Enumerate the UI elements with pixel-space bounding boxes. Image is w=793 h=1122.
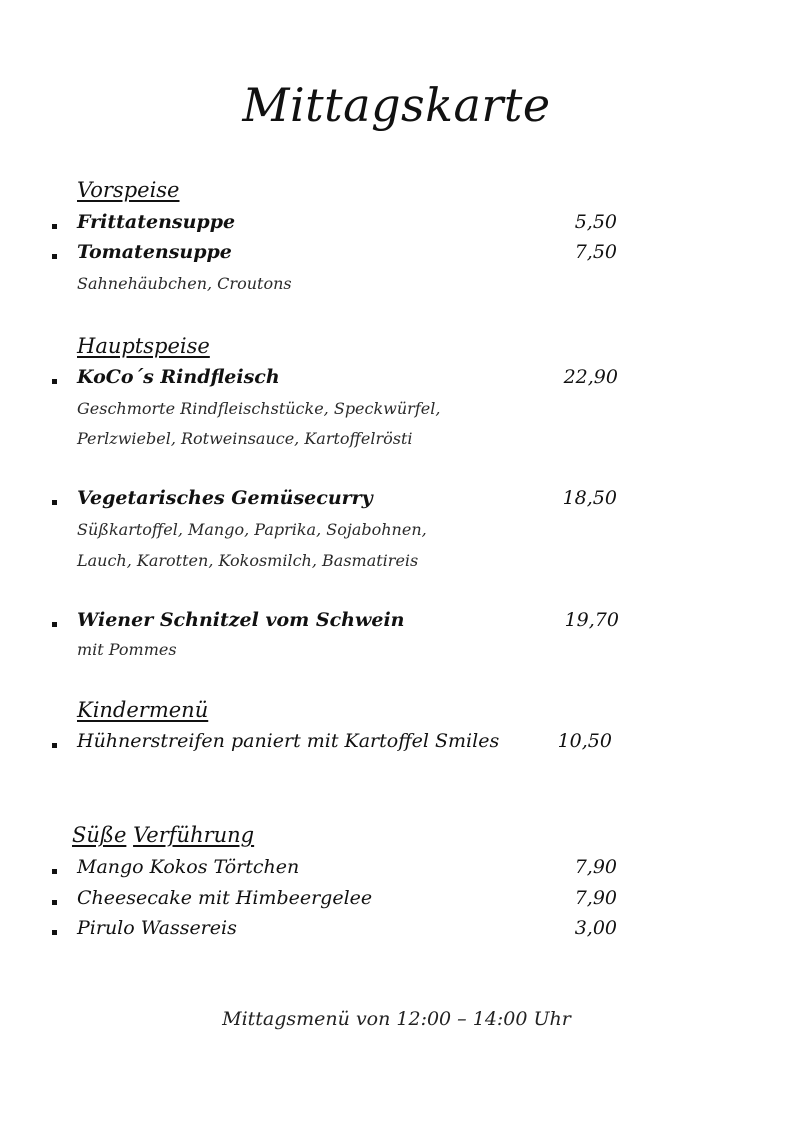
menu-item-description: Sahnehäubchen, Croutons [77, 274, 292, 293]
menu-item-description: Lauch, Karotten, Kokosmilch, Basmatireis [77, 551, 419, 570]
section-heading-hauptspeise: Hauptspeise [77, 334, 210, 358]
menu-item-name: Frittatensuppe [77, 211, 236, 233]
menu-item-price: 22,90 [563, 366, 618, 388]
menu-item-price: 3,00 [574, 917, 617, 939]
menu-item-name: Cheesecake mit Himbeergelee [77, 887, 373, 909]
section-heading-vorspeise: Vorspeise [77, 178, 180, 202]
menu-item-name: Hühnerstreifen paniert mit Kartoffel Smiles [77, 730, 500, 752]
menu-item-price: 7,50 [574, 241, 617, 263]
bullet-icon [52, 379, 57, 384]
menu-item-description: Geschmorte Rindfleischstücke, Speckwürfel, [77, 399, 441, 418]
menu-item-description: Süßkartoffel, Mango, Paprika, Sojabohnen, [77, 520, 427, 539]
section-heading-word: Verführung [133, 823, 255, 847]
lunch-hours-note: Mittagsmenü von 12:00 – 14:00 Uhr [222, 1008, 571, 1030]
section-heading-dessert [72, 823, 254, 847]
bullet-icon [52, 254, 57, 259]
bullet-icon [52, 900, 57, 905]
menu-item-name: Wiener Schnitzel vom Schwein [77, 609, 405, 631]
bullet-icon [52, 869, 57, 874]
bullet-icon [52, 622, 57, 627]
menu-item-name: Mango Kokos Törtchen [77, 856, 300, 878]
menu-item-name: Tomatensuppe [77, 241, 232, 263]
menu-item-name: Pirulo Wassereis [77, 917, 237, 939]
bullet-icon [52, 930, 57, 935]
bullet-icon [52, 743, 57, 748]
section-heading-word: Süße [72, 823, 127, 847]
menu-item-name: KoCo´s Rindfleisch [77, 366, 280, 388]
menu-item-price: 10,50 [557, 730, 612, 752]
menu-item-price: 5,50 [574, 211, 617, 233]
menu-title: Mittagskarte [242, 78, 551, 132]
menu-item-price: 7,90 [574, 856, 617, 878]
menu-item-price: 7,90 [574, 887, 617, 909]
menu-item-price: 19,70 [564, 609, 619, 631]
menu-item-name: Vegetarisches Gemüsecurry [77, 487, 373, 509]
menu-item-description: mit Pommes [77, 640, 177, 659]
menu-item-description: Perlzwiebel, Rotweinsauce, Kartoffelrösti [77, 429, 413, 448]
menu-item-price: 18,50 [562, 487, 617, 509]
bullet-icon [52, 500, 57, 505]
section-heading-kindermenu: Kindermenü [77, 698, 209, 722]
bullet-icon [52, 224, 57, 229]
